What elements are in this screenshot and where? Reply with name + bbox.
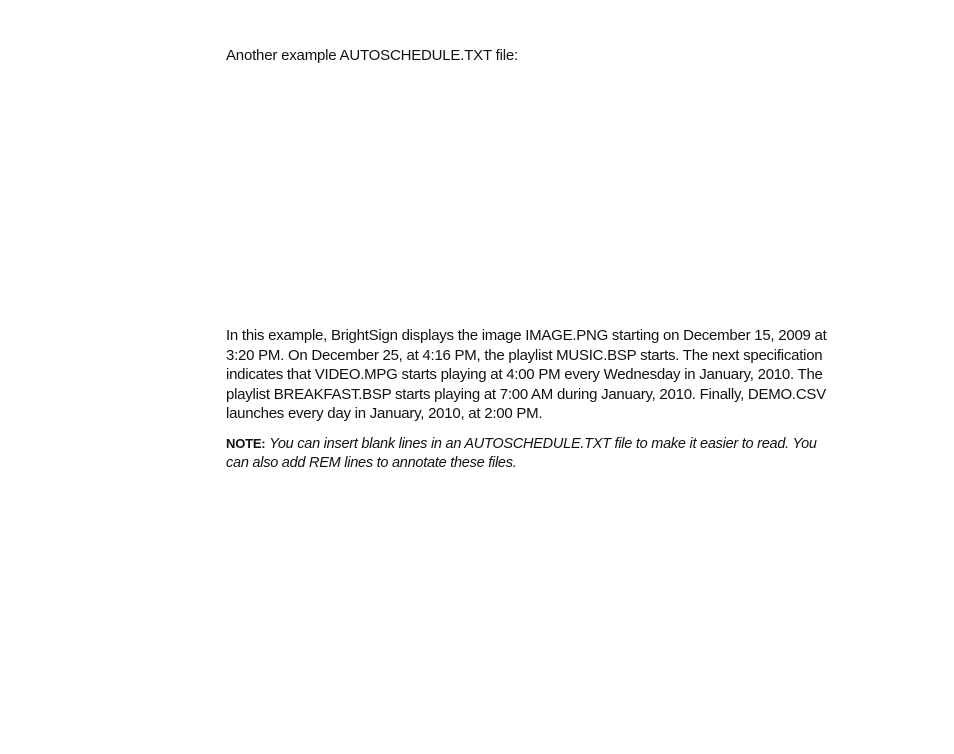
note <box>226 434 838 473</box>
note-label: NOTE: <box>226 436 266 451</box>
explanation-paragraph: In this example, BrightSign displays the image IMAGE.PNG starting on December 15, 2009 at 3:20 PM. On December 25, at 4:16 PM, the playlist MUSIC.BSP starts. The next specification indicates that VIDEO.MPG starts playing at 4:00 PM every Wednesday in January, 2010. The playlist BREAKFAST.BSP starts playing at 7:00 AM during January, 2010. Finally, DEMO.CSV launches every day in January, 2010, at 2:00 PM. <box>226 327 827 422</box>
note-text: You can insert blank lines in an AUTOSCHEDULE.TXT file to make it easier to read. You can also add REM lines to annotate these files. <box>226 436 817 471</box>
example-file-area <box>226 76 832 316</box>
intro-text: Another example AUTOSCHEDULE.TXT file: <box>226 47 518 64</box>
